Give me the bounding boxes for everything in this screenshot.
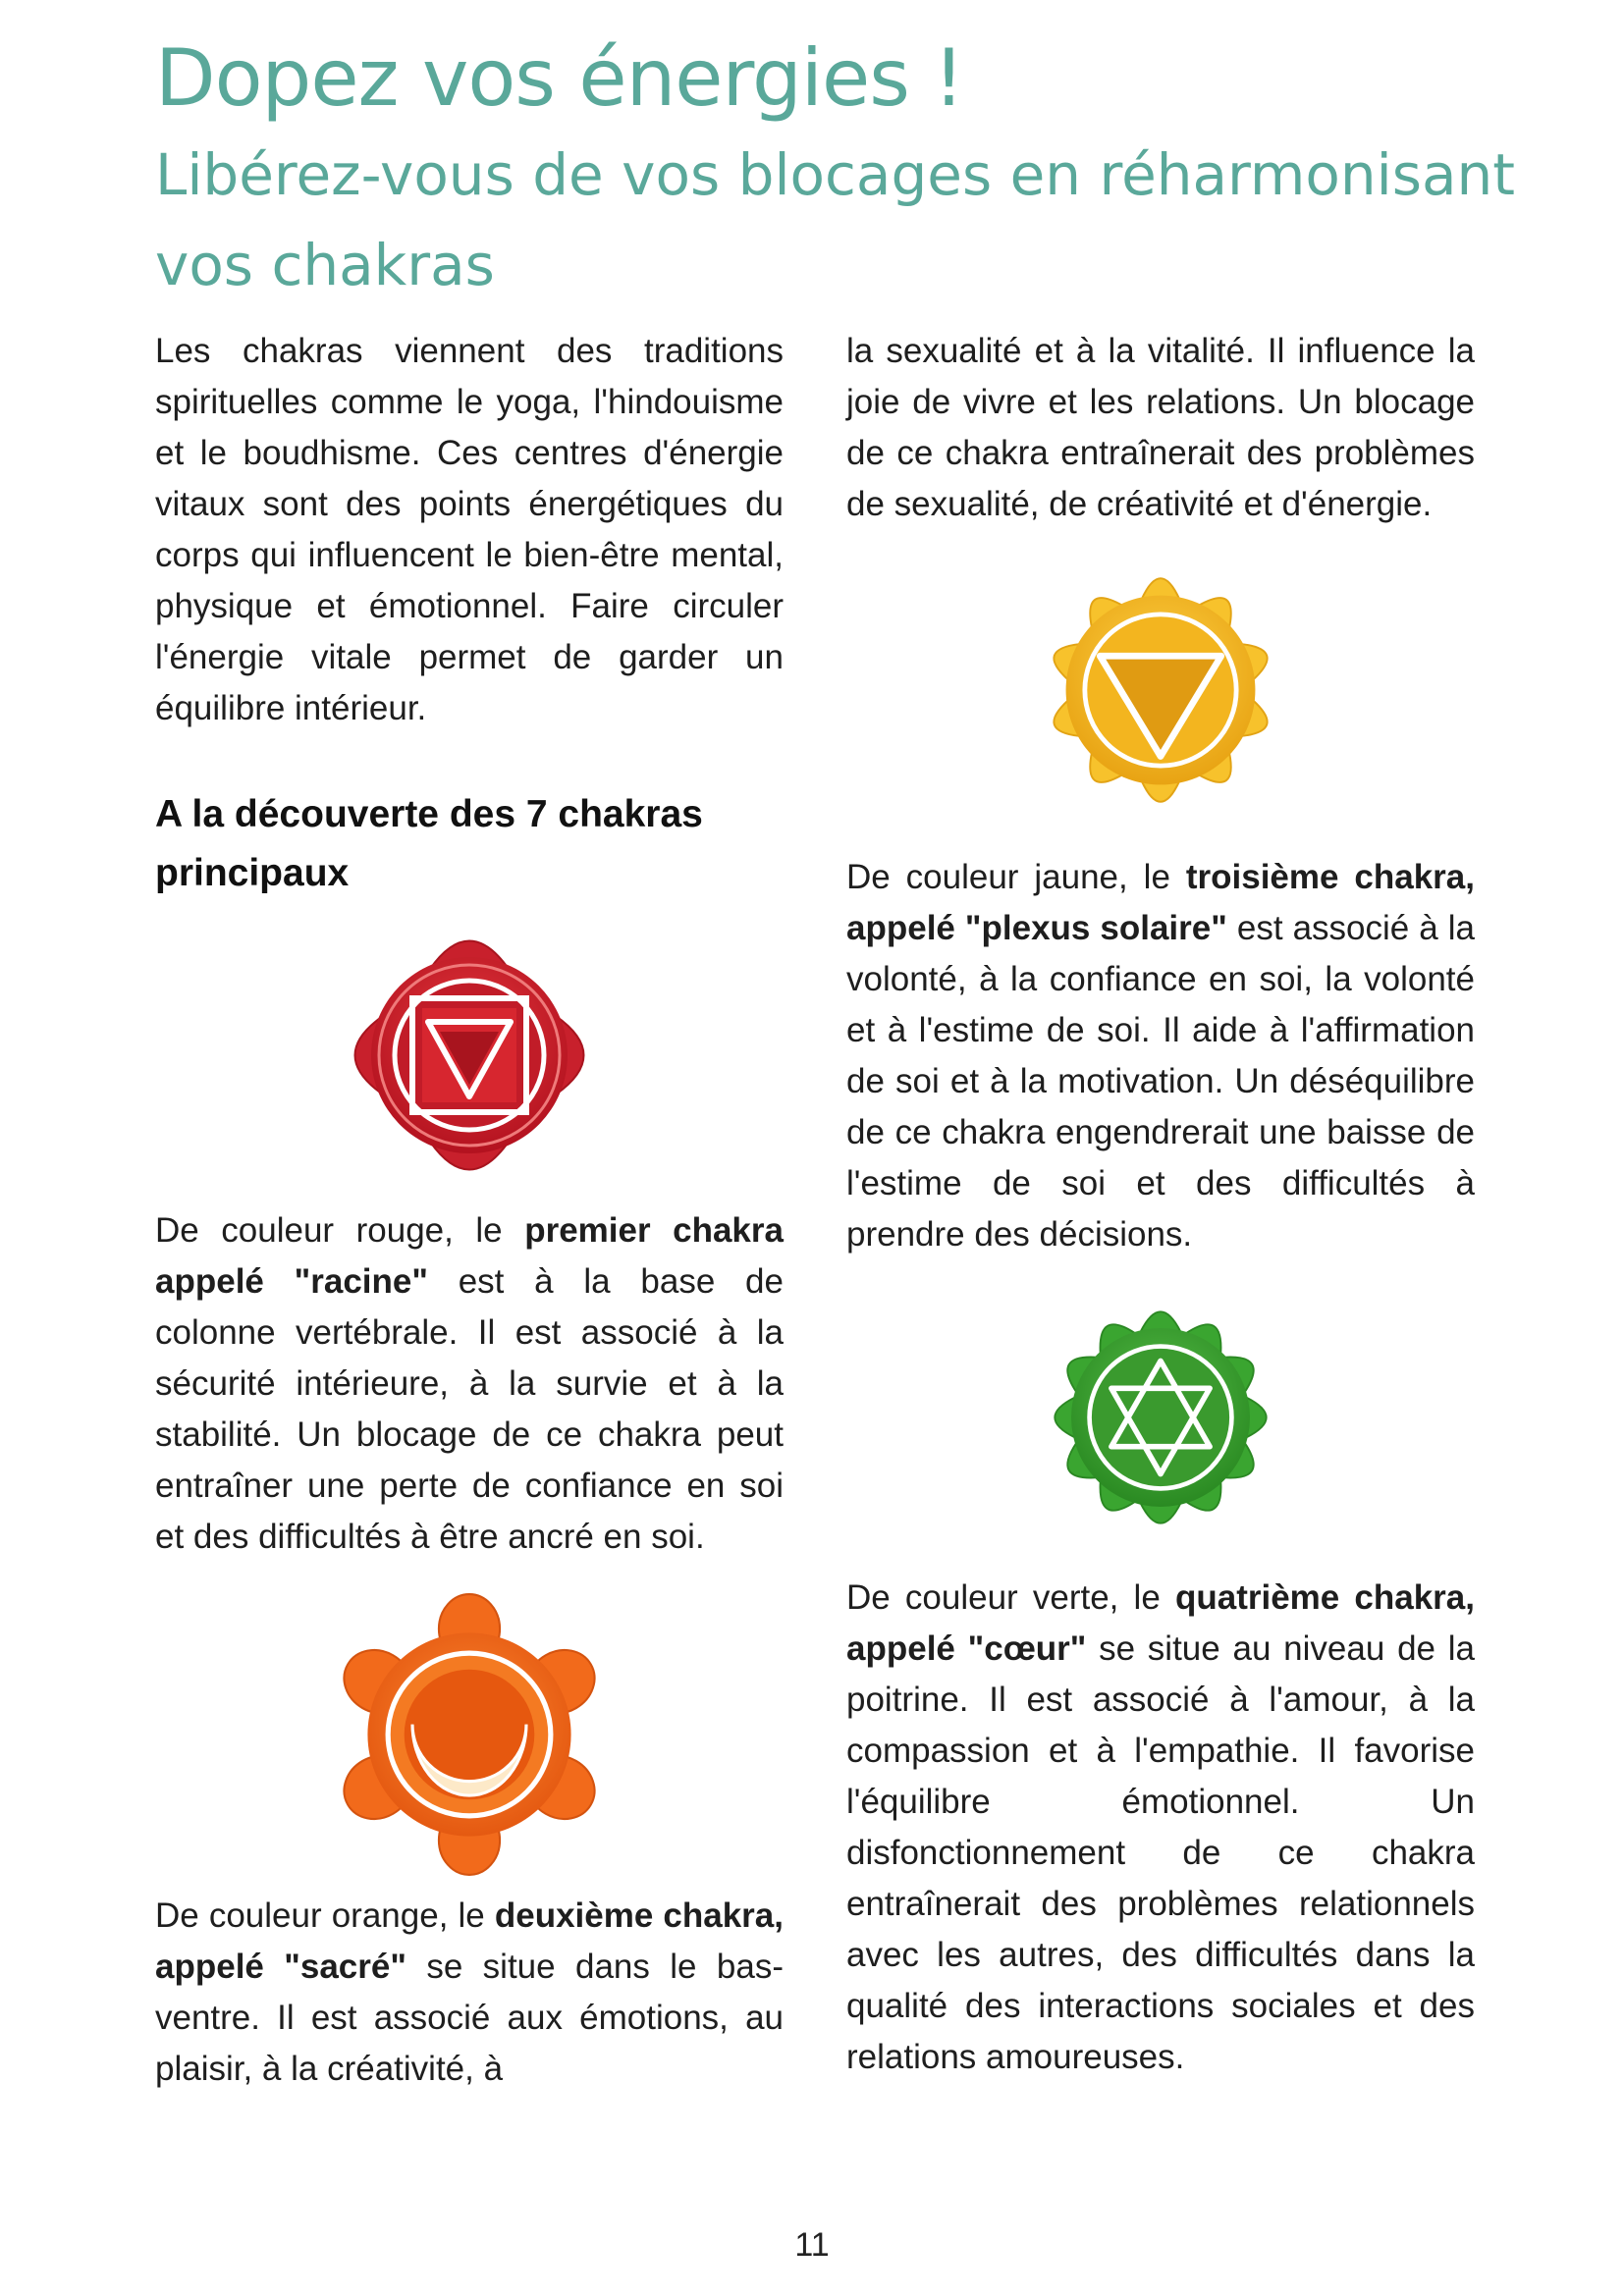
chakra-description-sacral: De couleur orange, le deuxième chakra, appelé "sacré" se situe dans le bas-ventre. Il est associé aux émotions, au plaisir, à la créativité, à <box>155 1896 784 2088</box>
page-title: Dopez vos énergies ! <box>155 32 964 124</box>
root-chakra-icon <box>327 923 612 1188</box>
intro-paragraph: Les chakras viennent des traditions spirituelles comme le yoga, l'hindouisme et le boudhisme. Ces centres d'énergie vitaux sont des points énergétiques du corps qui influencent le bien-être mental, physique et émotionnel. Faire circuler l'énergie vitale permet de garder un équilibre intérieur. <box>155 332 784 727</box>
chakra-description-root: De couleur rouge, le premier chakra appelé "racine" est à la base de colonne vertébrale. Il est associé à la sécurité intérieure, à la survie et à la stabilité. Un blocage de ce chakra peut entraîner une perte de confiance en soi et des difficultés à être ancré en soi. <box>155 1211 784 1556</box>
heart-chakra-icon <box>1018 1290 1303 1545</box>
sacral-chakra-icon <box>327 1592 612 1877</box>
section-heading: A la découverte des 7 chakras principaux <box>155 793 703 894</box>
page-number: 11 <box>794 2226 830 2264</box>
left-column <box>155 326 784 2095</box>
solar-plexus-chakra-icon <box>1018 558 1303 823</box>
chakra-description-sacral-continued: la sexualité et à la vitalité. Il influence la joie de vivre et les relations. Un blocage de ce chakra entraînerait des problèmes de sexualité, de créativité et d'énergie. <box>846 332 1475 523</box>
right-column <box>846 326 1475 2083</box>
page-subtitle: Libérez-vous de vos blocages en réharmonisant vos chakras <box>155 141 1516 298</box>
chakra-description-heart: De couleur verte, le quatrième chakra, appelé "cœur" se situe au niveau de la poitrine. Il est associé à l'amour, à la compassion et à l'empathie. Il favorise l'équilibre émotionnel. Un disfonctionnement de ce chakra entraînerait des problèmes relationnels avec les autres, des difficultés dans la qualité des interactions sociales et des relations amoureuses. <box>846 1578 1475 2076</box>
chakra-description-solar-plexus: De couleur jaune, le troisième chakra, appelé "plexus solaire" est associé à la volonté, à la confiance en soi, la volonté et à l'estime de soi. Il aide à l'affirmation de soi et à la motivation. Un déséquilibre de ce chakra engendrerait une baisse de l'estime de soi et des difficultés à prendre des décisions. <box>846 858 1475 1254</box>
